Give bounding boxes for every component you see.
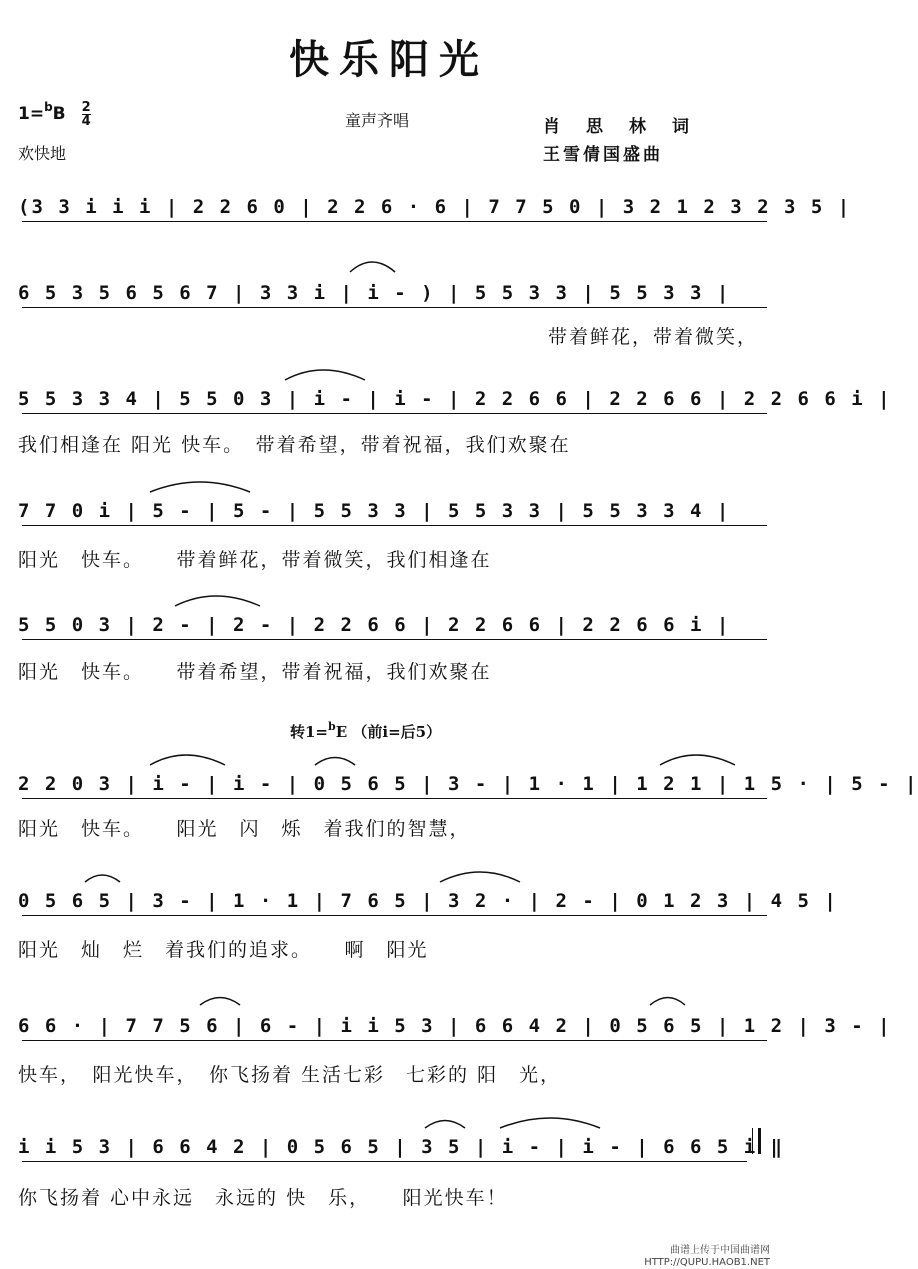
watermark-line-1: 曲谱上传于中国曲谱网 <box>670 1245 770 1256</box>
notation-row-6: 2 2 0 3 | i - | i - | 0 5 6 5 | 3 - | 1 · 1 | 1 2 1 | 1 5 · | 5 - | <box>18 773 918 795</box>
key-flat: b <box>44 100 53 114</box>
lyrics-row-8: 快车， 阳光快车， 你飞扬着 生活七彩 七彩的 阳 光， <box>18 1064 562 1086</box>
notation-row-1: (3 3 i i i | 2 2 6 0 | 2 2 6 · 6 | 7 7 5 0 | 3 2 1 2 3 2 3 5 | <box>18 196 852 218</box>
key-note: B <box>52 104 66 124</box>
notation-row-4: 7 7 0 i | 5 - | 5 - | 5 5 3 3 | 5 5 3 3 | 5 5 3 3 4 | <box>18 500 731 522</box>
lyricist-credit: 肖思林词 <box>543 117 715 137</box>
lyrics-row-9: 你飞扬着 心中永远 永远的 快 乐， 阳光快车！ <box>18 1187 508 1209</box>
lyrics-row-5: 阳光 快车。 带着希望，带着祝福，我们欢聚在 <box>18 661 492 683</box>
notation-row-2: 6 5 3 5 6 5 6 7 | 3 3 i | i - ) | 5 5 3 3 | 5 5 3 3 | <box>18 282 731 304</box>
song-title: 快乐阳光 <box>289 36 489 83</box>
watermark <box>644 1245 770 1269</box>
notation-row-7: 0 5 6 5 | 3 - | 1 · 1 | 7 6 5 | 3 2 · | 2 - | 0 1 2 3 | 4 5 | <box>18 890 838 912</box>
watermark-line-2: HTTP://QUPU.HAOB1.NET <box>644 1257 770 1268</box>
notation-row-8: 6 6 · | 7 7 5 6 | 6 - | i i 5 3 | 6 6 4 2 | 0 5 6 5 | 1 2 | 3 - | <box>18 1015 892 1037</box>
lyrics-row-7: 阳光 灿 烂 着我们的追求。 啊 阳光 <box>18 939 429 961</box>
mod-note: E <box>335 723 348 741</box>
tempo-marking: 欢快地 <box>18 144 67 163</box>
composer-credit: 王雪倩国盛曲 <box>543 145 663 165</box>
key-prefix: 1= <box>18 104 45 124</box>
lyrics-row-6: 阳光 快车。 阳光 闪 烁 着我们的智慧， <box>18 818 471 840</box>
notation-row-3: 5 5 3 3 4 | 5 5 0 3 | i - | i - | 2 2 6 6 | 2 2 6 6 | 2 2 6 6 i | <box>18 388 892 410</box>
time-numerator: 2 <box>81 99 91 115</box>
notation-row-9: i i 5 3 | 6 6 4 2 | 0 5 6 5 | 3 5 | i - | i - | 6 6 5 i ‖ <box>18 1136 785 1158</box>
lyrics-row-2: 带着鲜花，带着微笑， <box>547 326 758 348</box>
notation-row-5: 5 5 0 3 | 2 - | 2 - | 2 2 6 6 | 2 2 6 6 | 2 2 6 6 i | <box>18 614 731 636</box>
lyrics-row-3: 我们相逢在 阳光 快车。 带着希望，带着祝福，我们欢聚在 <box>18 434 571 456</box>
mod-relation: （前i=后5） <box>352 723 442 741</box>
performance-mode: 童声齐唱 <box>345 111 410 130</box>
mod-prefix: 转1= <box>290 723 329 741</box>
mod-flat: b <box>328 720 336 733</box>
lyrics-row-4: 阳光 快车。 带着鲜花，带着微笑，我们相逢在 <box>18 549 492 571</box>
time-denominator: 4 <box>81 113 91 129</box>
